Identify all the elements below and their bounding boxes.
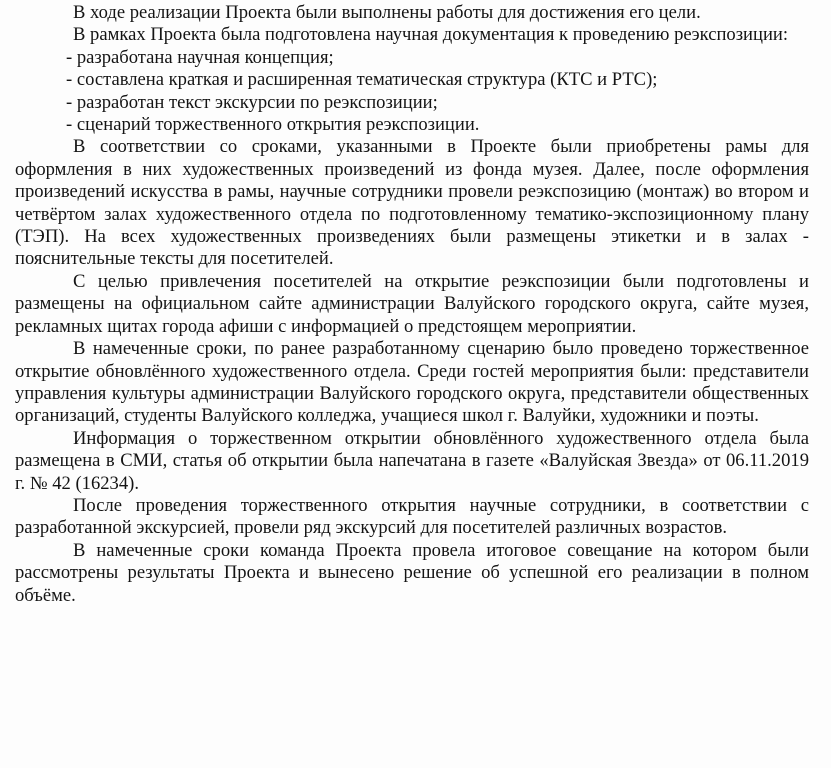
list-item: - составлена краткая и расширенная тематическая структура (КТС и РТС); bbox=[66, 69, 809, 91]
list-item: - разработана научная концепция; bbox=[66, 47, 809, 69]
documentation-list bbox=[15, 47, 809, 137]
paragraph-final-meeting: В намеченные сроки команда Проекта провела итоговое совещание на котором были рассмотрены результаты Проекта и вынесено решение об успешной его реализации в полном объёме. bbox=[15, 539, 809, 606]
paragraph-excursions: После проведения торжественного открытия научные сотрудники, в соответствии с разработанной экскурсией, провели ряд экскурсий для посетителей различных возрастов. bbox=[15, 494, 809, 539]
paragraph-opening: В намеченные сроки, по ранее разработанному сценарию было проведено торжественное открытие обновлённого художественного отдела. Среди гостей мероприятия были: представители управления культуры администрации Валуйского городского округа, представители общественных организаций, студенты Валуйского колледжа, учащиеся школ г. Валуйки, художники и поэты. bbox=[15, 338, 809, 427]
paragraph-intro: В ходе реализации Проекта были выполнены работы для достижения его цели. bbox=[73, 2, 701, 23]
paragraph-documentation: В рамках Проекта была подготовлена научная документация к проведению реэкспозиции: bbox=[73, 24, 789, 46]
list-item: - сценарий торжественного открытия реэкспозиции. bbox=[66, 114, 809, 136]
paragraph-posters: С целью привлечения посетителей на открытие реэкспозиции были подготовлены и размещены на официальном сайте администрации Валуйского городского округа, сайте музея, рекламных щитах города афиши с информацией о предстоящем мероприятии. bbox=[15, 270, 809, 337]
list-item: - разработан текст экскурсии по реэкспозиции; bbox=[66, 92, 809, 114]
document-body bbox=[15, 2, 809, 607]
paragraph-frames: В соответствии со сроками, указанными в Проекте были приобретены рамы для оформления в них художественных произведений из фонда музея. Далее, после оформления произведений искусства в рамы, научные сотрудники провели реэкспозицию (монтаж) во втором и четвёртом залах художественного отдела по подготовленному тематико-экспозиционному плану (ТЭП). На всех художественных произведениях были размещены этикетки и в залах - пояснительные тексты для посетителей. bbox=[15, 136, 809, 270]
paragraph-media: Информация о торжественном открытии обновлённого художественного отдела была размещена в СМИ, статья об открытии была напечатана в газете «Валуйская Звезда» от 06.11.2019 г. № 42 (16234). bbox=[15, 427, 809, 494]
